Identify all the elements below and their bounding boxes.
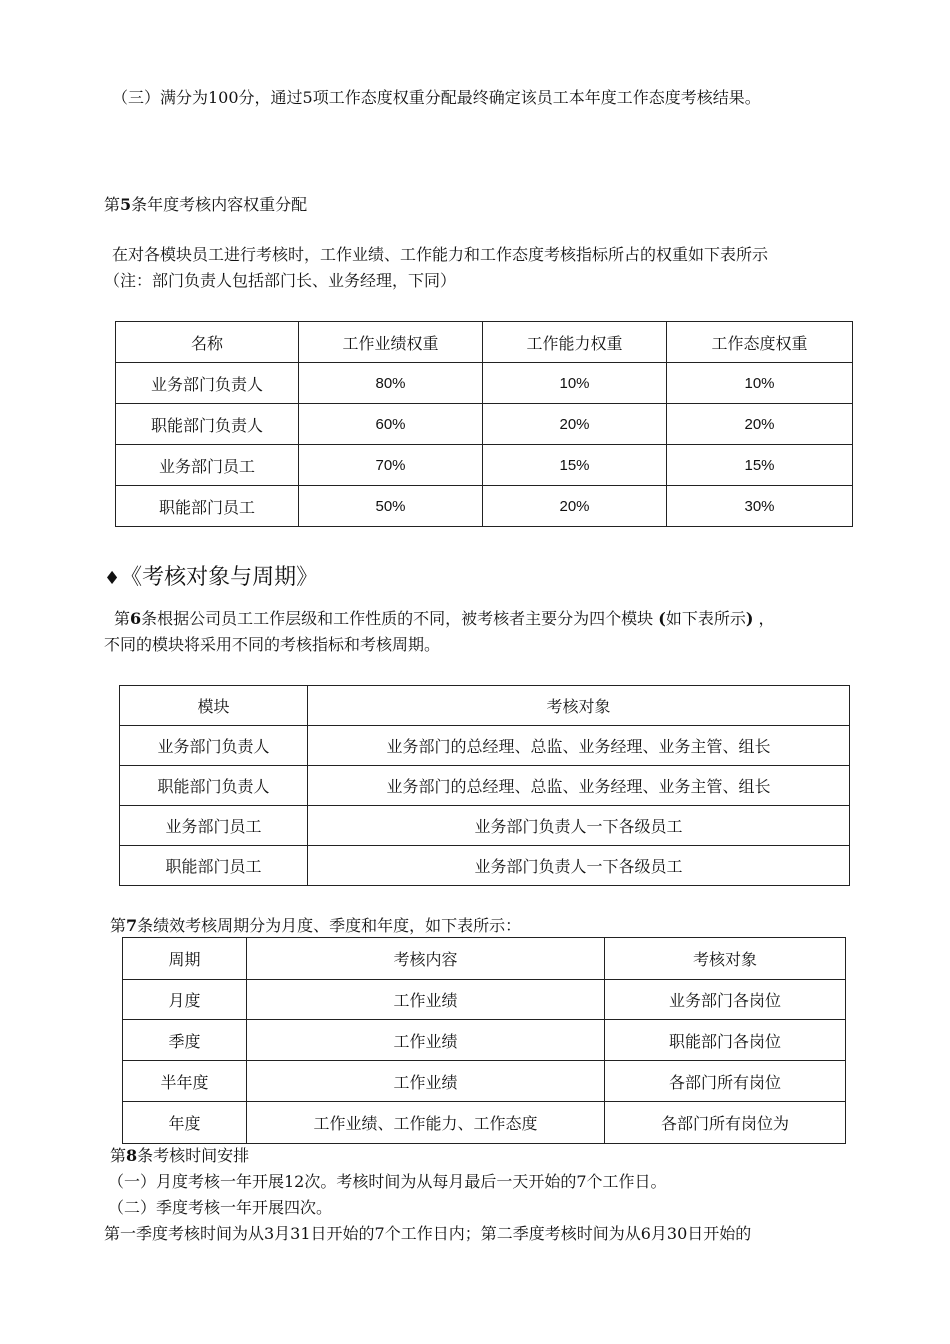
- table-cell: 50%: [299, 486, 483, 527]
- table-cell: 业务部门各岗位: [605, 980, 846, 1020]
- table-cell: 各部门所有岗位: [605, 1061, 846, 1102]
- paragraph-weight-result: （三）满分为100分，通过5项工作态度权重分配最终确定该员工本年度工作态度考核结果。: [112, 88, 761, 107]
- article-5-heading: 第5条年度考核内容权重分配: [104, 195, 308, 214]
- article-6-line2: 不同的模块将采用不同的考核指标和考核周期。: [104, 635, 441, 654]
- table-row: [120, 766, 850, 806]
- table-row: [120, 846, 850, 886]
- table-cell: 业务部门员工: [120, 806, 308, 846]
- table-header-cell: 考核对象: [605, 938, 846, 980]
- table-row: [116, 404, 853, 445]
- table-cell: 15%: [667, 445, 853, 486]
- table-row: [116, 486, 853, 527]
- article-5-intro-line2: （注：部门负责人包括部门长、业务经理，下同）: [104, 271, 457, 290]
- table-cell: 职能部门各岗位: [605, 1020, 846, 1061]
- table-cell: 80%: [299, 363, 483, 404]
- table-header-row: [123, 938, 846, 980]
- table-cell: 业务部门负责人: [116, 363, 299, 404]
- table-cell: 各部门所有岗位为: [605, 1102, 846, 1144]
- cycle-table: [122, 937, 846, 1144]
- module-table: [119, 685, 850, 886]
- table-header-cell: 考核内容: [247, 938, 605, 980]
- article-8-item-2: （二）季度考核一年开展四次。: [108, 1198, 333, 1217]
- table-header-cell: 工作态度权重: [667, 322, 853, 363]
- table-cell: 职能部门负责人: [116, 404, 299, 445]
- table-row: [116, 445, 853, 486]
- table-header-cell: 工作业绩权重: [299, 322, 483, 363]
- article-6-line1: 第6条根据公司员工工作层级和工作性质的不同，被考核者主要分为四个模块 (如下表所示) ，: [114, 609, 775, 628]
- section-heading: ♦《考核对象与周期》: [104, 565, 319, 590]
- table-header-cell: 周期: [123, 938, 247, 980]
- table-row: [123, 1061, 846, 1102]
- table-cell: 15%: [483, 445, 667, 486]
- table-cell: 10%: [667, 363, 853, 404]
- table-cell: 半年度: [123, 1061, 247, 1102]
- table-row: [123, 1102, 846, 1144]
- table-header-cell: 工作能力权重: [483, 322, 667, 363]
- article-8-heading: 第8条考核时间安排: [110, 1146, 250, 1165]
- table-header-row: [120, 686, 850, 726]
- table-header-row: [116, 322, 853, 363]
- table-cell: 20%: [667, 404, 853, 445]
- table-cell: 工作业绩: [247, 1061, 605, 1102]
- table-cell: 季度: [123, 1020, 247, 1061]
- table-cell: 职能部门负责人: [120, 766, 308, 806]
- table-cell: 20%: [483, 404, 667, 445]
- table-cell: 职能部门员工: [116, 486, 299, 527]
- table-cell: 业务部门的总经理、总监、业务经理、业务主管、组长: [308, 726, 850, 766]
- table-row: [120, 726, 850, 766]
- table-header-cell: 模块: [120, 686, 308, 726]
- table-cell: 职能部门员工: [120, 846, 308, 886]
- table-row: [120, 806, 850, 846]
- article-5-intro-line1: 在对各模块员工进行考核时，工作业绩、工作能力和工作态度考核指标所占的权重如下表所示: [112, 245, 769, 264]
- table-row: [123, 1020, 846, 1061]
- article-8-item-3: 第一季度考核时间为从3月31日开始的7个工作日内；第二季度考核时间为从6月30日开始的: [104, 1224, 752, 1243]
- table-cell: 工作业绩、工作能力、工作态度: [247, 1102, 605, 1144]
- article-7-heading: 第7条绩效考核周期分为月度、季度和年度，如下表所示：: [110, 916, 522, 935]
- table-cell: 工作业绩: [247, 1020, 605, 1061]
- table-cell: 70%: [299, 445, 483, 486]
- table-cell: 业务部门员工: [116, 445, 299, 486]
- table-row: [123, 980, 846, 1020]
- table-cell: 年度: [123, 1102, 247, 1144]
- table-cell: 业务部门负责人一下各级员工: [308, 846, 850, 886]
- table-cell: 30%: [667, 486, 853, 527]
- table-cell: 月度: [123, 980, 247, 1020]
- table-cell: 工作业绩: [247, 980, 605, 1020]
- table-cell: 业务部门的总经理、总监、业务经理、业务主管、组长: [308, 766, 850, 806]
- article-8-item-1: （一）月度考核一年开展12次。考核时间为从每月最后一天开始的7个工作日。: [108, 1172, 667, 1191]
- diamond-bullet-icon: ♦: [104, 568, 121, 589]
- table-cell: 业务部门负责人: [120, 726, 308, 766]
- table-header-cell: 名称: [116, 322, 299, 363]
- table-cell: 业务部门负责人一下各级员工: [308, 806, 850, 846]
- table-row: [116, 363, 853, 404]
- weight-table: [115, 321, 853, 527]
- table-cell: 10%: [483, 363, 667, 404]
- table-header-cell: 考核对象: [308, 686, 850, 726]
- table-cell: 20%: [483, 486, 667, 527]
- table-cell: 60%: [299, 404, 483, 445]
